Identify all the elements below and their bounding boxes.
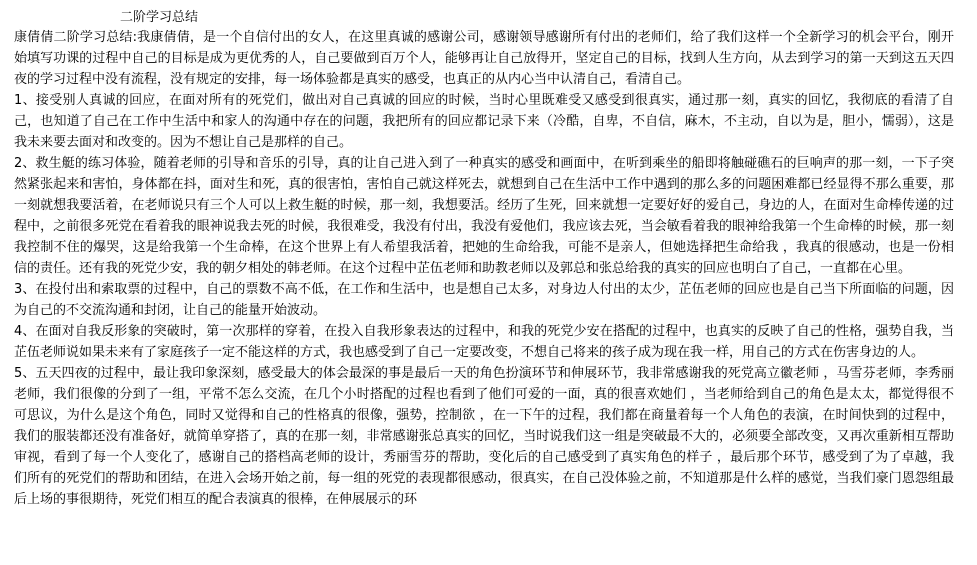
paragraph-2: 2、救生艇的练习体验，随着老师的引导和音乐的引导，真的让自己进入到了一种真实的感受和画面中，在听到乘坐的船即将触碰礁石的巨响声的那一刻，一下子突然紧张起来和害怕，身体都在抖，面对生和死，真的很害怕，害怕自己就这样死去，就想到自己在生活中工作中遇到的那么多的问题困难都已经显得不那么重要，那一刻就想我要活着，在老师说只有三个人可以上救生艇的时候，那一刻，我想要活。经历了生死，回来就想一定要好好的爱自己，身边的人，在面对生命棒传递的过程中，之前很多死党在看着我的眼神说我去死的时候，我很难受，我没有付出，我没有爱他们，我应该去死，当会敏看着我的眼神给我第一个生命棒的时候，那一刻我控制不住的爆哭，这是给我第一个生命棒，在这个世界上有人希望我活着，把她的生命给我，可能不是亲人，但她选择把生命给我 ，我真的很感动，也是一份相信的责任。还有我的死党少安，我的朝夕相处的韩老师。在这个过程中芷伍老师和助教老师以及郭总和张总给我的真实的回应也明白了自己，一直都在心里。: [14, 156, 954, 276]
document-title: 二阶学习总结: [120, 10, 199, 25]
document-page: [14, 9, 954, 510]
paragraph-4: 4、在面对自我反形象的突破时，第一次那样的穿着，在投入自我形象表达的过程中，和我的死党少安在搭配的过程中，也真实的反映了自己的性格，强势自我，当芷伍老师说如果未来有了家庭孩子一定不能这样的方式，我也感受到了自己一定要改变，不想自己将来的孩子成为现在我一样，用自己的方式在伤害身边的人。: [14, 324, 954, 360]
paragraph-5: 5、五天四夜的过程中，最让我印象深刻，感受最大的体会最深的事是最后一天的角色扮演环节和伸展环节，我非常感谢我的死党高立徽老师 ，马雪芬老师，李秀丽老师，我们很像的分到了一组，平常不怎么交流，在几个小时搭配的过程也看到了他们可爱的一面，真的很喜欢她们 ，当老师给到自己的角色是太太，都觉得很不可思议，为什么是这个角色，同时又觉得和自己的性格真的很像，强势，控制欲 ，在一下午的过程，我们都在商量着每一个人角色的表演，在时间快到的过程中，我们的服装都还没有准备好，就简单穿搭了，真的在那一刻，非常感谢张总真实的回忆，当时说我们这一组是突破最不大的，必须要全部改变，又再次重新相互帮助审视，看到了每一个人变化了，感谢自己的搭档高老师的设计，秀丽雪芬的帮助，变化后的自己感受到了真实角色的样子 ，最后那个环节，感受到了为了卓越，我们所有的死党们的帮助和团结，在进入会场开始之前，每一组的死党的表现都很感动，很真实，在自己没体验之前，不知道那是什么样的感觉，当我们豪门恩怨组最后上场的事很期待，死党们相互的配合表演真的很棒，在伸展展示的环: [14, 366, 954, 507]
intro-paragraph: 康倩倩二阶学习总结:我康倩倩，是一个自信付出的女人，在这里真诚的感谢公司，感谢领导感谢所有付出的老师们，给了我们这样一个全新学习的机会平台，刚开始填写功课的过程中自己的目标是成为更优秀的人，自己要做到百万个人，能够再让自己放得开，坚定自己的目标，找到人生方向，从去到学习的第一天到这五天四夜的学习过程中没有流程，没有规定的安排，每一场体验都是真实的感受，也真正的从内心当中认清自己，看清自己。: [14, 30, 954, 87]
paragraph-1: 1、接受别人真诚的回应，在面对所有的死党们，做出对自己真诚的回应的时候，当时心里既难受又感受到很真实，通过那一刻，真实的回忆，我彻底的看清了自己，也知道了自己在工作中生活中和家人的沟通中存在的问题，我把所有的回应都记录下来（冷酷，自卑，不自信，麻木，不主动，自以为是，胆小，懦弱），这是我未来要去面对和改变的。因为不想让自己是那样的自己。: [14, 93, 954, 150]
paragraph-3: 3、在投付出和索取票的过程中，自己的票数不高不低，在工作和生活中，也是想自己太多，对身边人付出的太少，芷伍老师的回应也是自己当下所面临的问题，因为自己的不交流沟通和封闭，让自己的能量开始波动。: [14, 282, 954, 318]
